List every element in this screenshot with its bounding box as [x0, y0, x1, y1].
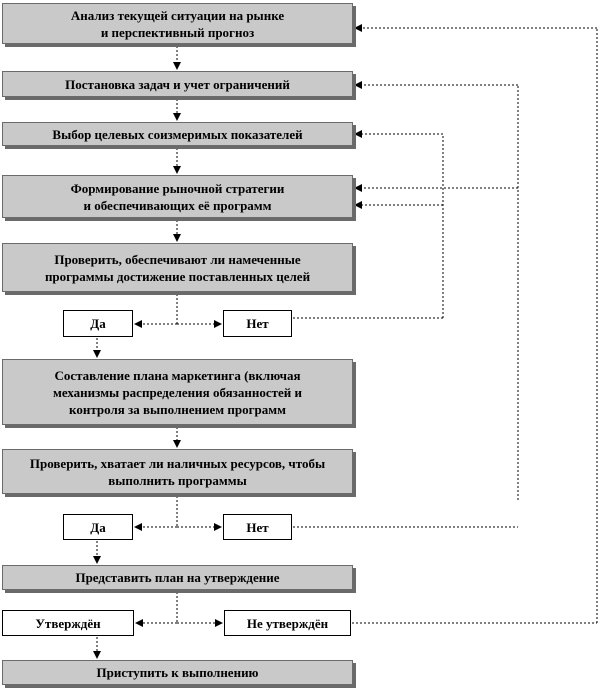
step-marketing-plan: Составление плана маркетинга (включая механизмы распределения обязанностей и контроля за выполнением программ	[2, 359, 353, 425]
answer-no-goals: Нет	[223, 310, 292, 337]
step-check-goals: Проверить, обеспечивают ли намеченные программы достижение поставленных целей	[2, 243, 353, 292]
answer-yes-resources: Да	[63, 514, 133, 540]
answer-not-approved: Не утверждён	[224, 610, 351, 636]
step-strategy: Формирование рыночной стратегии и обеспечивающих её программ	[2, 175, 353, 218]
step-analysis: Анализ текущей ситуации на рынке и перспективный прогноз	[2, 3, 353, 44]
step-execute: Приступить к выполнению	[2, 660, 353, 685]
step-tasks: Постановка задач и учет ограничений	[2, 71, 353, 97]
step-check-resources: Проверить, хватает ли наличных ресурсов, чтобы выполнить программы	[2, 449, 353, 494]
step-submit: Представить план на утверждение	[2, 565, 353, 590]
answer-approved: Утверждён	[2, 610, 134, 636]
answer-yes-goals: Да	[63, 310, 133, 337]
answer-no-resources: Нет	[223, 514, 292, 540]
step-indicators: Выбор целевых соизмеримых показателей	[2, 122, 353, 146]
